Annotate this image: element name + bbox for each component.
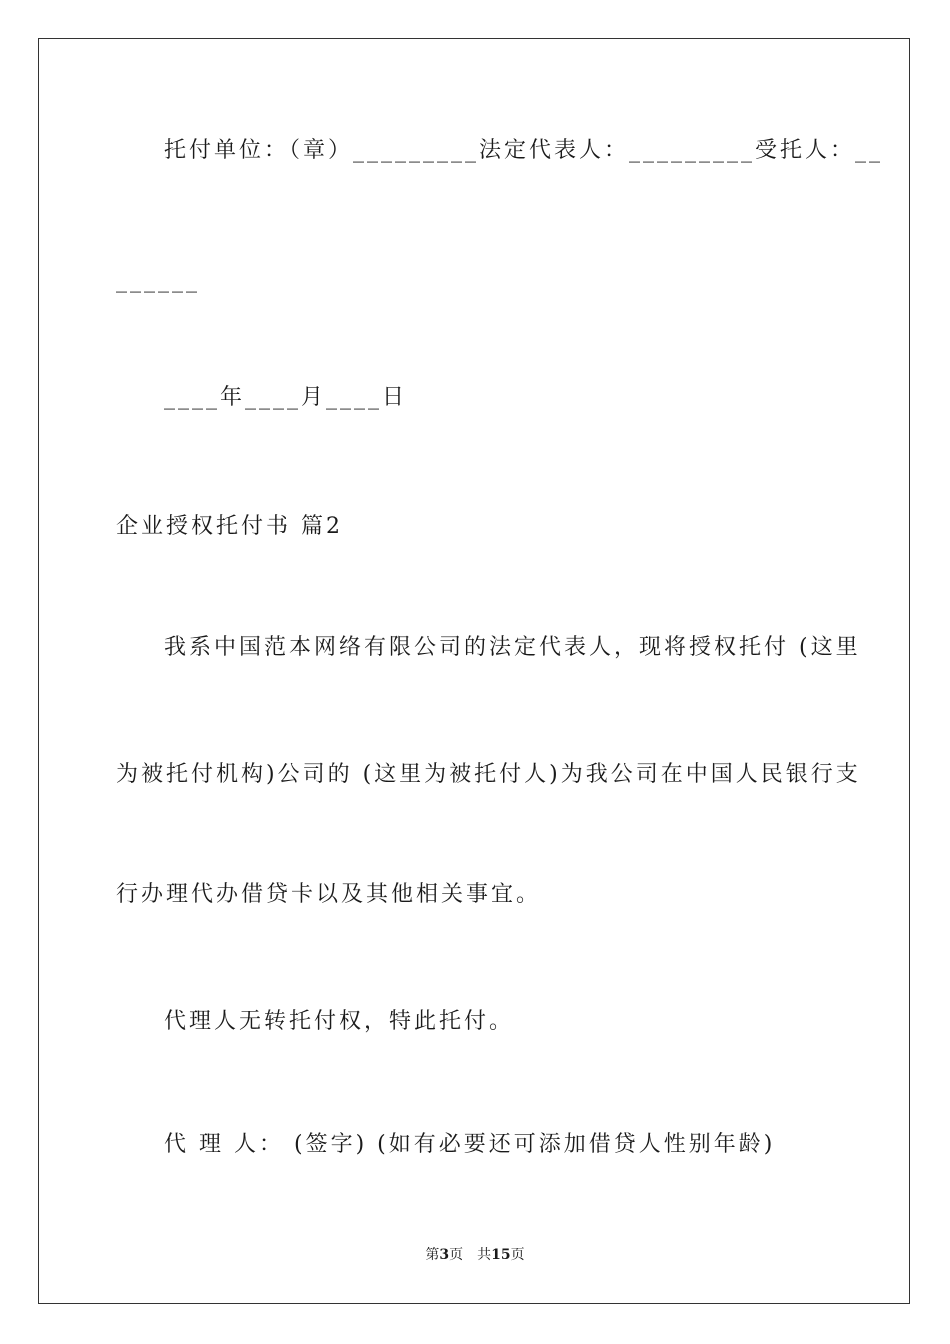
page-suffix: 页	[449, 1247, 464, 1263]
body-paragraph-line-2: 为被托付机构)公司的 (这里为被托付人)为我公司在中国人民银行支	[116, 762, 861, 787]
page-prefix: 第	[425, 1247, 440, 1263]
page-number: 3	[439, 1247, 450, 1263]
body-paragraph-line-3: 行办理代办借贷卡以及其他相关事宜。	[116, 882, 542, 907]
no-delegation-statement: 代理人无转托付权，特此托付。	[164, 1009, 515, 1034]
page-footer	[0, 1245, 950, 1265]
section-heading: 企业授权托付书 篇2	[116, 514, 343, 539]
body-paragraph-line-1: 我系中国范本网络有限公司的法定代表人，现将授权托付 (这里	[164, 635, 861, 660]
agent-signature-line: 代 理 人： (签字) (如有必要还可添加借贷人性别年龄)	[164, 1132, 776, 1157]
total-prefix: 共	[477, 1247, 492, 1263]
total-suffix: 页	[510, 1247, 525, 1263]
signature-line-continued: ______	[116, 268, 200, 293]
page-total: 15	[491, 1247, 511, 1263]
signature-line: 托付单位：（章）_________法定代表人：_________受托人：__	[164, 138, 884, 163]
page-border	[38, 38, 910, 1304]
date-line: ____年____月____日	[164, 385, 408, 410]
